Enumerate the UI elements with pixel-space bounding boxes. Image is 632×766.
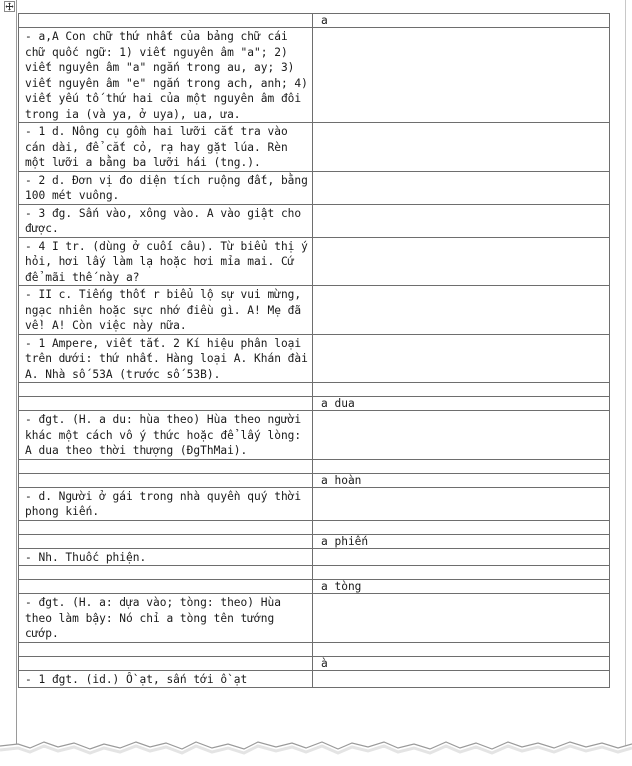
- table-row: [19, 14, 610, 28]
- definition-cell[interactable]: - đgt. (H. a du: hùa theo) Hùa theo người khác một cách vô ý thức hoặc để lấy lòng: A dua theo thời thượng (ĐgThMai).: [19, 411, 313, 460]
- table-row: [19, 670, 610, 688]
- empty-cell[interactable]: [19, 473, 313, 487]
- empty-cell[interactable]: [313, 548, 610, 566]
- headword-cell[interactable]: à: [313, 656, 610, 670]
- empty-cell[interactable]: [313, 383, 610, 397]
- empty-cell[interactable]: [313, 204, 610, 237]
- headword-cell[interactable]: a dua: [313, 397, 610, 411]
- torn-page-edge: [0, 730, 632, 766]
- table-row: [19, 459, 610, 473]
- empty-cell[interactable]: [19, 642, 313, 656]
- empty-cell[interactable]: [19, 566, 313, 580]
- empty-cell[interactable]: [313, 411, 610, 460]
- empty-cell[interactable]: [313, 520, 610, 534]
- table-row: [19, 237, 610, 286]
- dictionary-table-body: [19, 14, 610, 688]
- table-row: [19, 28, 610, 123]
- empty-cell[interactable]: [19, 656, 313, 670]
- empty-cell[interactable]: [313, 487, 610, 520]
- table-row: [19, 548, 610, 566]
- definition-cell[interactable]: - 1 d. Nông cụ gồm hai lưỡi cắt tra vào cán dài, để cắt cỏ, rạ hay gặt lúa. Rèn một lưỡi a bằng ba lưỡi hái (tng.).: [19, 123, 313, 172]
- definition-cell[interactable]: - d. Người ở gái trong nhà quyền quý thời phong kiến.: [19, 487, 313, 520]
- empty-cell[interactable]: [19, 534, 313, 548]
- empty-cell[interactable]: [313, 286, 610, 335]
- empty-cell[interactable]: [19, 459, 313, 473]
- definition-cell[interactable]: - 4 I tr. (dùng ở cuối câu). Từ biểu thị ý hỏi, hơi lấy làm lạ hoặc hơi mỉa mai. Cứ để mãi thế này a?: [19, 237, 313, 286]
- empty-cell[interactable]: [19, 580, 313, 594]
- definition-cell[interactable]: - Nh. Thuốc phiện.: [19, 548, 313, 566]
- definition-cell[interactable]: - 1 Ampere, viết tắt. 2 Kí hiệu phân loại trên dưới: thứ nhất. Hàng loại A. Khán đài A. Nhà số 53A (trước số 53B).: [19, 334, 313, 383]
- table-row: [19, 534, 610, 548]
- table-row: [19, 397, 610, 411]
- four-arrows-icon: [5, 2, 14, 11]
- empty-cell[interactable]: [313, 237, 610, 286]
- empty-cell[interactable]: [313, 642, 610, 656]
- empty-cell[interactable]: [313, 566, 610, 580]
- table-row: [19, 123, 610, 172]
- empty-cell[interactable]: [19, 520, 313, 534]
- headword-cell[interactable]: a tòng: [313, 580, 610, 594]
- table-row: [19, 642, 610, 656]
- empty-cell[interactable]: [19, 14, 313, 28]
- empty-cell[interactable]: [313, 594, 610, 643]
- headword-cell[interactable]: a hoàn: [313, 473, 610, 487]
- empty-cell[interactable]: [19, 397, 313, 411]
- dictionary-table: [18, 13, 610, 688]
- definition-cell[interactable]: - đgt. (H. a: dựa vào; tòng: theo) Hùa theo làm bậy: Nó chỉ a tòng tên tướng cướp.: [19, 594, 313, 643]
- empty-cell[interactable]: [313, 171, 610, 204]
- page-right-edge: [625, 0, 626, 766]
- empty-cell[interactable]: [313, 459, 610, 473]
- definition-cell[interactable]: - 2 d. Đơn vị đo diện tích ruộng đất, bằng 100 mét vuông.: [19, 171, 313, 204]
- empty-cell[interactable]: [313, 123, 610, 172]
- table-row: [19, 286, 610, 335]
- table-row: [19, 520, 610, 534]
- table-row: [19, 487, 610, 520]
- table-row: [19, 171, 610, 204]
- definition-cell[interactable]: - II c. Tiếng thốt r biểu lộ sự vui mừng, ngạc nhiên hoặc sực nhớ điều gì. A! Mẹ đã về! A! Còn việc này nữa.: [19, 286, 313, 335]
- table-move-handle-icon[interactable]: [4, 1, 15, 12]
- table-row: [19, 566, 610, 580]
- table-row: [19, 204, 610, 237]
- page-left-edge: [16, 0, 17, 766]
- table-row: [19, 473, 610, 487]
- definition-cell[interactable]: - 3 đg. Sấn vào, xông vào. A vào giật cho được.: [19, 204, 313, 237]
- headword-cell[interactable]: a: [313, 14, 610, 28]
- table-row: [19, 580, 610, 594]
- empty-cell[interactable]: [313, 28, 610, 123]
- empty-cell[interactable]: [313, 334, 610, 383]
- headword-cell[interactable]: a phiến: [313, 534, 610, 548]
- table-row: [19, 334, 610, 383]
- table-row: [19, 656, 610, 670]
- empty-cell[interactable]: [313, 670, 610, 688]
- table-row: [19, 411, 610, 460]
- definition-cell[interactable]: - 1 đgt. (id.) Ồ ạt, sấn tới ồ ạt: [19, 670, 313, 688]
- empty-cell[interactable]: [19, 383, 313, 397]
- definition-cell[interactable]: - a,A Con chữ thứ nhất của bảng chữ cái chữ quốc ngữ: 1) viết nguyên âm "a"; 2) viết nguyên âm "a" ngắn trong au, ay; 3) viết nguyên âm "e" ngắn trong ach, anh; 4) viết yếu tố thứ hai của một nguyên âm đôi trong ia (và ya, ở uya), ua, ưa.: [19, 28, 313, 123]
- table-row: [19, 594, 610, 643]
- table-row: [19, 383, 610, 397]
